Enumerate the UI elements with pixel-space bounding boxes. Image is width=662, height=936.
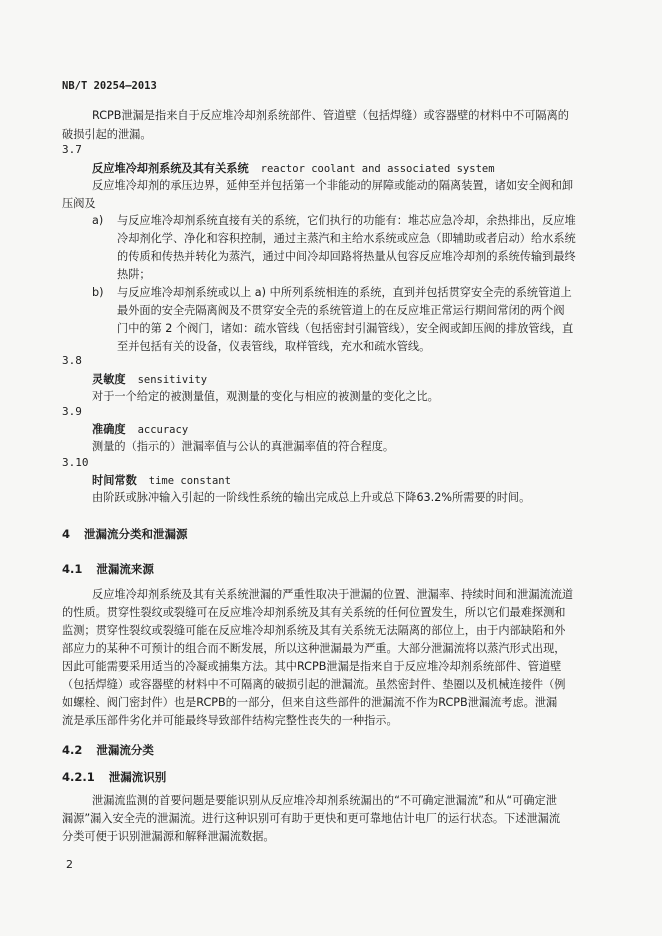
- page-number: 2: [66, 858, 73, 871]
- term-3-9: [92, 421, 188, 439]
- list-item-line: 热阱；: [117, 268, 151, 281]
- definition-line: 反应堆冷却剂的承压边界，延伸至并包括第一个非能动的屏障或能动的隔离装置，诸如安全阀和卸: [92, 179, 574, 192]
- section-heading-4-2-1: [62, 769, 166, 785]
- body-text-line: 监测；贯穿性裂纹或裂缝可能在反应堆冷却剂系统及其有关系统无法隔离的部位上，由于内部缺陷和外: [62, 624, 566, 637]
- clause-number-3-8: 3.8: [62, 354, 82, 367]
- list-item-line: 最外面的安全壳隔离阀及不贯穿安全壳的系统管道上的在反应堆正常运行期间常闭的两个阀: [117, 304, 565, 317]
- list-item-line: 冷却剂化学、净化和容积控制，通过主蒸汽和主给水系统或应急（即辅助或者启动）给水系统: [117, 232, 576, 245]
- body-text-line: （包括焊缝）或容器壁的材料中不可隔离的破损引起的泄漏流。虽然密封件、垫圈以及机械连接件（例: [62, 678, 566, 691]
- section-heading-4-2: [62, 742, 154, 758]
- section-number: 4: [62, 527, 71, 541]
- body-text-line: 流是承压部件劣化并可能最终导致部件结构完整性丧失的一种指示。: [62, 714, 398, 727]
- section-title: 泄漏流分类: [96, 743, 154, 757]
- section-heading-4: [62, 526, 188, 542]
- section-number: 4.2.1: [62, 770, 95, 784]
- body-text-line: 漏源”漏入安全壳的泄漏流。进行这种识别可有助于更快和更可靠地估计电厂的运行状态。下述泄漏流: [62, 812, 561, 825]
- clause-number-3-7: 3.7: [62, 143, 82, 156]
- definition-line: 对于一个给定的被测量值，观测量的变化与相应的被测量的变化之比。: [92, 390, 439, 403]
- section-title: 泄漏流识别: [108, 770, 167, 784]
- body-text-line: 因此可能需要采用适当的冷凝或捕集方法。其中RCPB泄漏是指来自于反应堆冷却剂系统部件、管道壁: [62, 660, 562, 673]
- section-title: 泄漏流分类和泄漏源: [84, 527, 188, 541]
- term-3-10: [92, 472, 231, 490]
- list-item-line: 至并包括有关的设备，仪表管线，取样管线，充水和疏水管线。: [117, 340, 431, 353]
- term-zh: 时间常数: [92, 474, 137, 487]
- definition-line: 由阶跃或脉冲输入引起的一阶线性系统的输出完成总上升或总下降63.2%所需要的时间。: [92, 491, 531, 504]
- definition-line: 压阀及: [62, 197, 96, 210]
- term-zh: 灵敏度: [92, 373, 126, 386]
- list-item-line: 与反应堆冷却剂系统或以上 a) 中所列系统相连的系统，直到并包括贯穿安全壳的系统管道上: [117, 286, 572, 299]
- clause-number-3-10: 3.10: [62, 456, 89, 469]
- section-number: 4.2: [62, 743, 83, 757]
- list-item-line: 门中的第 2 个阀门，诸如：疏水管线（包括密封引漏管线），安全阀或卸压阀的排放管线，直: [117, 322, 574, 335]
- clause-number-3-9: 3.9: [62, 405, 82, 418]
- term-en: reactor coolant and associated system: [260, 163, 495, 175]
- standard-number: NB/T 20254—2013: [62, 80, 157, 92]
- definition-line: 测量的（指示的）泄漏率值与公认的真泄漏率值的符合程度。: [92, 440, 395, 453]
- body-text-line: 如螺栓、阀门密封件）也是RCPB的一部分，但来自这些部件的泄漏流不作为RCPB泄漏流考虑。泄漏: [62, 696, 558, 709]
- body-text-line: 分类可便于识别泄漏源和解释泄漏流数据。: [62, 830, 275, 843]
- body-text-line: 泄漏流监测的首要问题是要能识别从反应堆冷却剂系统漏出的“不可确定泄漏流”和从“可确定泄: [92, 794, 557, 807]
- section-heading-4-1: [62, 561, 154, 577]
- body-text-line: 反应堆冷却剂系统及其有关系统泄漏的严重性取决于泄漏的位置、泄漏率、持续时间和泄漏流流道: [92, 588, 574, 601]
- body-text-line: 的性质。贯穿性裂纹或裂缝可在反应堆冷却剂系统及其有关系统的任何位置发生，所以它们最难探测和: [62, 606, 566, 619]
- term-en: sensitivity: [137, 374, 208, 386]
- list-label-b: b): [92, 286, 104, 299]
- body-text-line: RCPB泄漏是指来自于反应堆冷却剂系统部件、管道壁（包括焊缝）或容器壁的材料中不可隔离的: [92, 109, 569, 122]
- list-item-line: 的传质和传热并转化为蒸汽，通过中间冷却回路将热量从包容反应堆冷却剂的系统传输到最终: [117, 250, 576, 263]
- term-3-7: [92, 160, 495, 178]
- section-title: 泄漏流来源: [96, 562, 154, 576]
- term-3-8: [92, 371, 207, 389]
- term-en: accuracy: [137, 424, 189, 436]
- term-zh: 反应堆冷却剂系统及其有关系统: [92, 162, 249, 175]
- term-en: time constant: [148, 475, 231, 487]
- list-item-line: 与反应堆冷却剂系统直接有关的系统，它们执行的功能有：堆芯应急冷却，余热排出，反应堆: [117, 214, 576, 227]
- list-label-a: a): [92, 214, 104, 227]
- body-text-line: 部应力的某种不可预计的组合而不断发展，所以这种泄漏最为严重。大部分泄漏流将以蒸汽形式出现，: [62, 642, 566, 655]
- section-number: 4.1: [62, 562, 83, 576]
- term-zh: 准确度: [92, 423, 126, 436]
- body-text-line: 破损引起的泄漏。: [62, 128, 152, 141]
